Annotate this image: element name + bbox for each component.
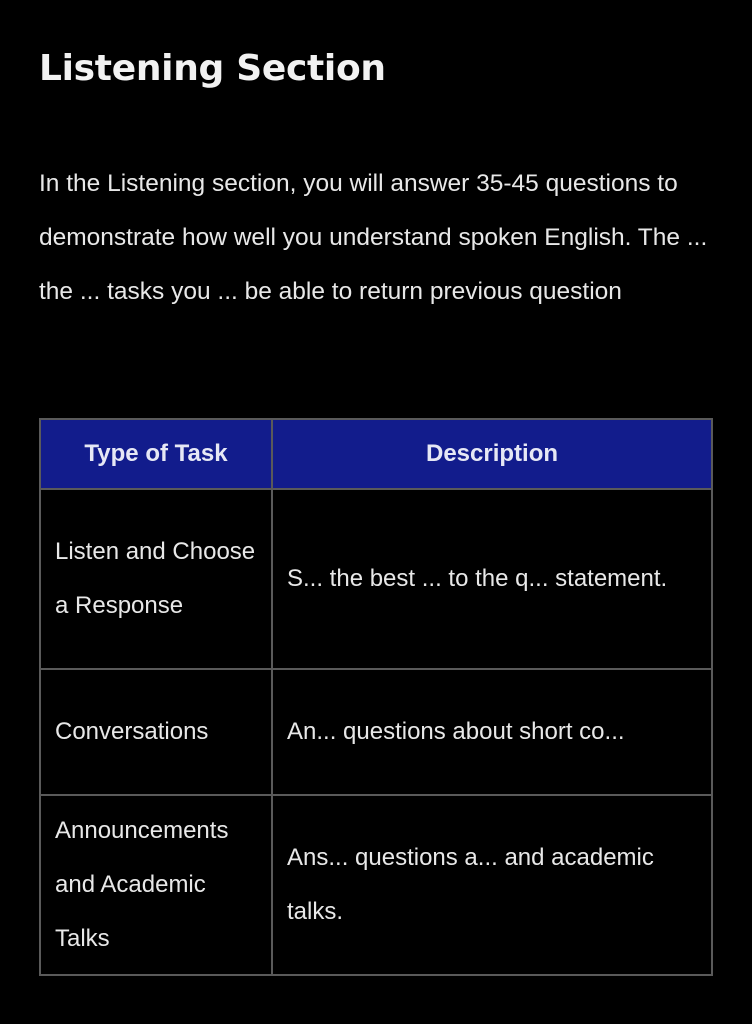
task-cell: Announcements and Academic Talks: [40, 795, 272, 975]
description-cell: An... questions about short co...: [272, 669, 712, 795]
task-cell: Conversations: [40, 669, 272, 795]
description-cell: S... the best ... to the q... statement.: [272, 489, 712, 669]
table-header-row: [40, 419, 712, 489]
header-description: Description: [272, 419, 712, 489]
description-cell: Ans... questions a... and academic talks.: [272, 795, 712, 975]
header-type-of-task: Type of Task: [40, 419, 272, 489]
table-row: [40, 795, 712, 975]
task-table: [39, 418, 713, 976]
table-row: [40, 489, 712, 669]
task-cell: Listen and Choose a Response: [40, 489, 272, 669]
intro-paragraph: In the Listening section, you will answer 35-45 questions to demonstrate how well you understand spoken English. The ... the ... tasks you ... be able to return previous question: [39, 170, 708, 305]
table-row: [40, 669, 712, 795]
page-title: Listening Section: [39, 48, 386, 89]
